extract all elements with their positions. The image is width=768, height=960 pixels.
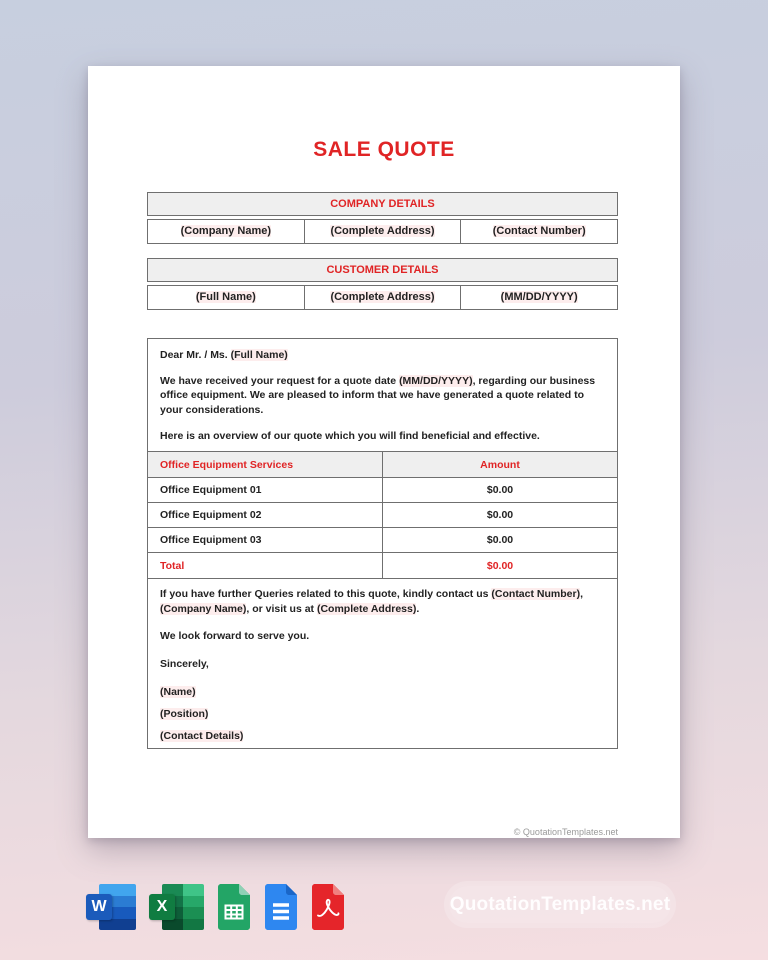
closing-text-c: , or visit us at: [246, 603, 317, 616]
company-contact-placeholder: (Contact Number): [492, 225, 586, 237]
item-cell: Office Equipment 02: [148, 503, 383, 528]
company-address-placeholder: (Complete Address): [330, 225, 435, 237]
closing-text-d: .: [416, 603, 420, 616]
quote-table: [148, 451, 617, 579]
total-amount: $0.00: [383, 553, 618, 579]
company-details-row: [147, 219, 618, 244]
amount-cell: $0.00: [383, 478, 618, 503]
company-name-placeholder: (Company Name): [180, 225, 272, 237]
customer-address-cell: [304, 286, 461, 309]
greeting-name-placeholder: (Full Name): [230, 349, 288, 361]
amount-column-header: Amount: [383, 452, 618, 478]
greeting-line: [160, 348, 605, 363]
services-column-header: Office Equipment Services: [148, 452, 383, 478]
greeting-text: Dear Mr. / Ms.: [160, 349, 231, 361]
customer-details-table: [147, 258, 618, 310]
total-row: [148, 553, 617, 579]
word-icon[interactable]: [86, 884, 136, 930]
company-details-table: [147, 192, 618, 244]
complete-address-placeholder: (Complete Address): [316, 603, 417, 616]
quote-table-row: [148, 503, 617, 528]
closing-paragraph: [160, 587, 605, 616]
company-name-cell: [148, 220, 304, 243]
sign-off: Sincerely,: [160, 657, 209, 670]
closing-text-b: ,: [580, 588, 583, 601]
amount-cell: $0.00: [383, 528, 618, 553]
site-watermark-badge: QuotationTemplates.net: [449, 886, 671, 923]
customer-date-cell: [460, 286, 617, 309]
customer-name-cell: [148, 286, 304, 309]
customer-name-placeholder: (Full Name): [195, 291, 256, 303]
closing-thanks: We look forward to serve you.: [160, 629, 310, 642]
signature-position: [160, 707, 605, 722]
signature-contact: [160, 729, 605, 744]
position-placeholder: (Position): [160, 707, 209, 720]
total-label: Total: [148, 553, 383, 579]
quote-table-header-row: [148, 452, 617, 478]
word-letter-square: W: [86, 894, 112, 920]
signature-name: [160, 685, 605, 700]
company-details-header: COMPANY DETAILS: [147, 192, 618, 216]
excel-letter-square: X: [149, 894, 175, 920]
intro-paragraph: [160, 374, 605, 418]
format-icons-bar: [86, 883, 345, 931]
intro-text-a: We have received your request for a quote date: [160, 374, 400, 387]
letter-body: [147, 338, 618, 749]
customer-address-placeholder: (Complete Address): [330, 291, 435, 303]
quote-table-row: [148, 478, 617, 503]
name-placeholder: (Name): [160, 686, 196, 699]
item-cell: Office Equipment 03: [148, 528, 383, 553]
contact-number-placeholder: (Contact Number): [491, 588, 581, 601]
company-name-placeholder: (Company Name): [160, 603, 247, 616]
customer-date-placeholder: (MM/DD/YYYY): [500, 291, 578, 303]
company-contact-cell: [460, 220, 617, 243]
google-sheets-icon[interactable]: [217, 884, 251, 930]
customer-details-header: CUSTOMER DETAILS: [147, 258, 618, 282]
company-address-cell: [304, 220, 461, 243]
customer-details-row: [147, 285, 618, 310]
intro-text-b: , regarding our business office equipment. We are pleased to inform that we have generated a quote related to your considerations.: [160, 374, 596, 417]
document-title: SALE QUOTE: [313, 138, 455, 161]
amount-cell: $0.00: [383, 503, 618, 528]
copyright-note: © QuotationTemplates.net: [513, 827, 618, 837]
document-page: [88, 66, 680, 838]
closing-text-a: If you have further Queries related to this quote, kindly contact us: [160, 588, 492, 601]
quote-table-row: [148, 528, 617, 553]
item-cell: Office Equipment 01: [148, 478, 383, 503]
contact-details-placeholder: (Contact Details): [160, 729, 244, 742]
quote-date-placeholder: (MM/DD/YYYY): [399, 374, 473, 387]
pdf-icon[interactable]: [311, 884, 345, 930]
excel-icon[interactable]: [149, 884, 204, 930]
google-docs-icon[interactable]: [264, 884, 298, 930]
overview-line: Here is an overview of our quote which you will find beneficial and effective.: [160, 429, 540, 442]
